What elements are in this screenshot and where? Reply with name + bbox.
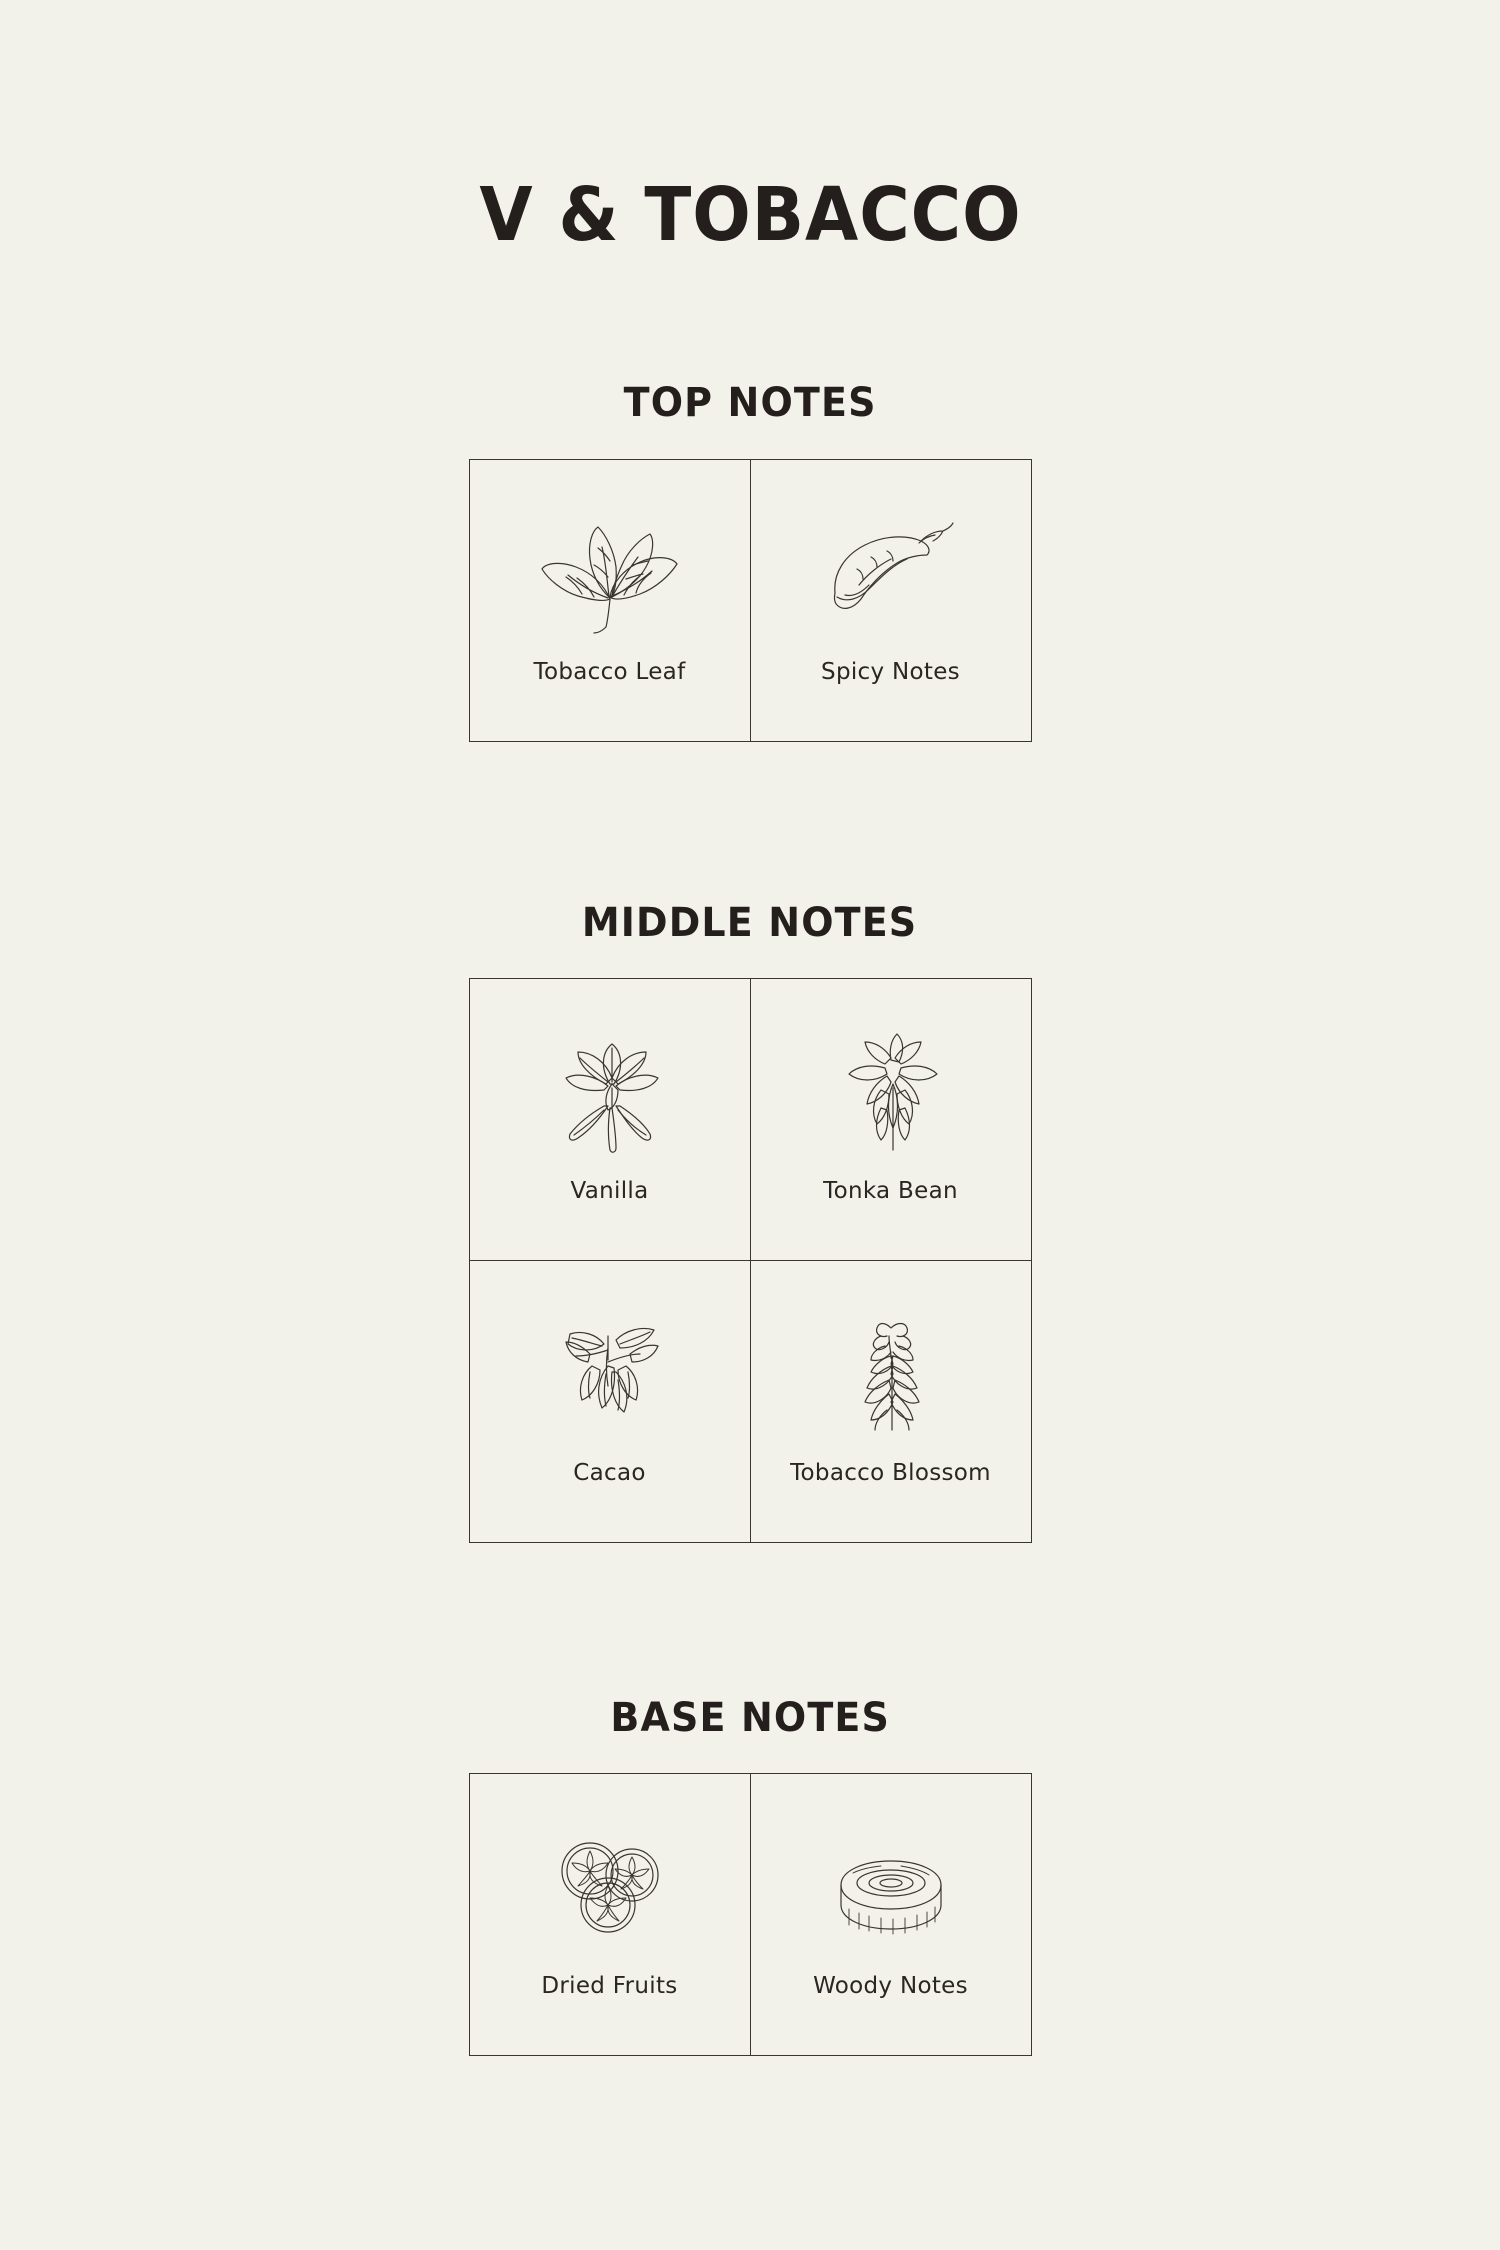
dried-fruit-slices-icon: [510, 1808, 710, 1968]
note-label: Tobacco Blossom: [790, 1460, 991, 1486]
note-label: Woody Notes: [813, 1973, 968, 1999]
notes-grid-middle: [469, 978, 1032, 1543]
note-label: Tobacco Leaf: [533, 659, 686, 685]
notes-grid-top: [469, 459, 1032, 742]
note-cell-vanilla[interactable]: [470, 979, 751, 1261]
note-cell-tobacco-leaf[interactable]: [470, 460, 751, 742]
note-label: Spicy Notes: [821, 659, 960, 685]
section-heading: TOP NOTES: [623, 380, 877, 426]
note-cell-woody-notes[interactable]: [751, 1774, 1032, 2056]
tobacco-leaf-icon: [510, 494, 710, 654]
note-label: Tonka Bean: [823, 1178, 958, 1204]
note-label: Vanilla: [570, 1178, 649, 1204]
notes-grid-base: [469, 1773, 1032, 2056]
page-title: V & TOBACCO: [478, 172, 1022, 258]
wood-slice-icon: [791, 1808, 991, 1968]
section-heading: MIDDLE NOTES: [582, 900, 918, 946]
note-cell-dried-fruits[interactable]: [470, 1774, 751, 2056]
note-label: Cacao: [573, 1460, 646, 1486]
note-cell-cacao[interactable]: [470, 1261, 751, 1543]
tonka-bean-icon: [791, 1013, 991, 1173]
section-heading: BASE NOTES: [610, 1695, 890, 1741]
section-base-notes: [0, 1695, 1500, 2056]
cacao-pod-icon: [510, 1295, 710, 1455]
note-cell-tobacco-blossom[interactable]: [751, 1261, 1032, 1543]
note-cell-tonka-bean[interactable]: [751, 979, 1032, 1261]
note-label: Dried Fruits: [541, 1973, 678, 1999]
section-middle-notes: [0, 900, 1500, 1543]
section-top-notes: [0, 380, 1500, 742]
tobacco-blossom-icon: [791, 1295, 991, 1455]
chili-pepper-icon: [791, 494, 991, 654]
note-cell-spicy-notes[interactable]: [751, 460, 1032, 742]
vanilla-flower-icon: [510, 1013, 710, 1173]
